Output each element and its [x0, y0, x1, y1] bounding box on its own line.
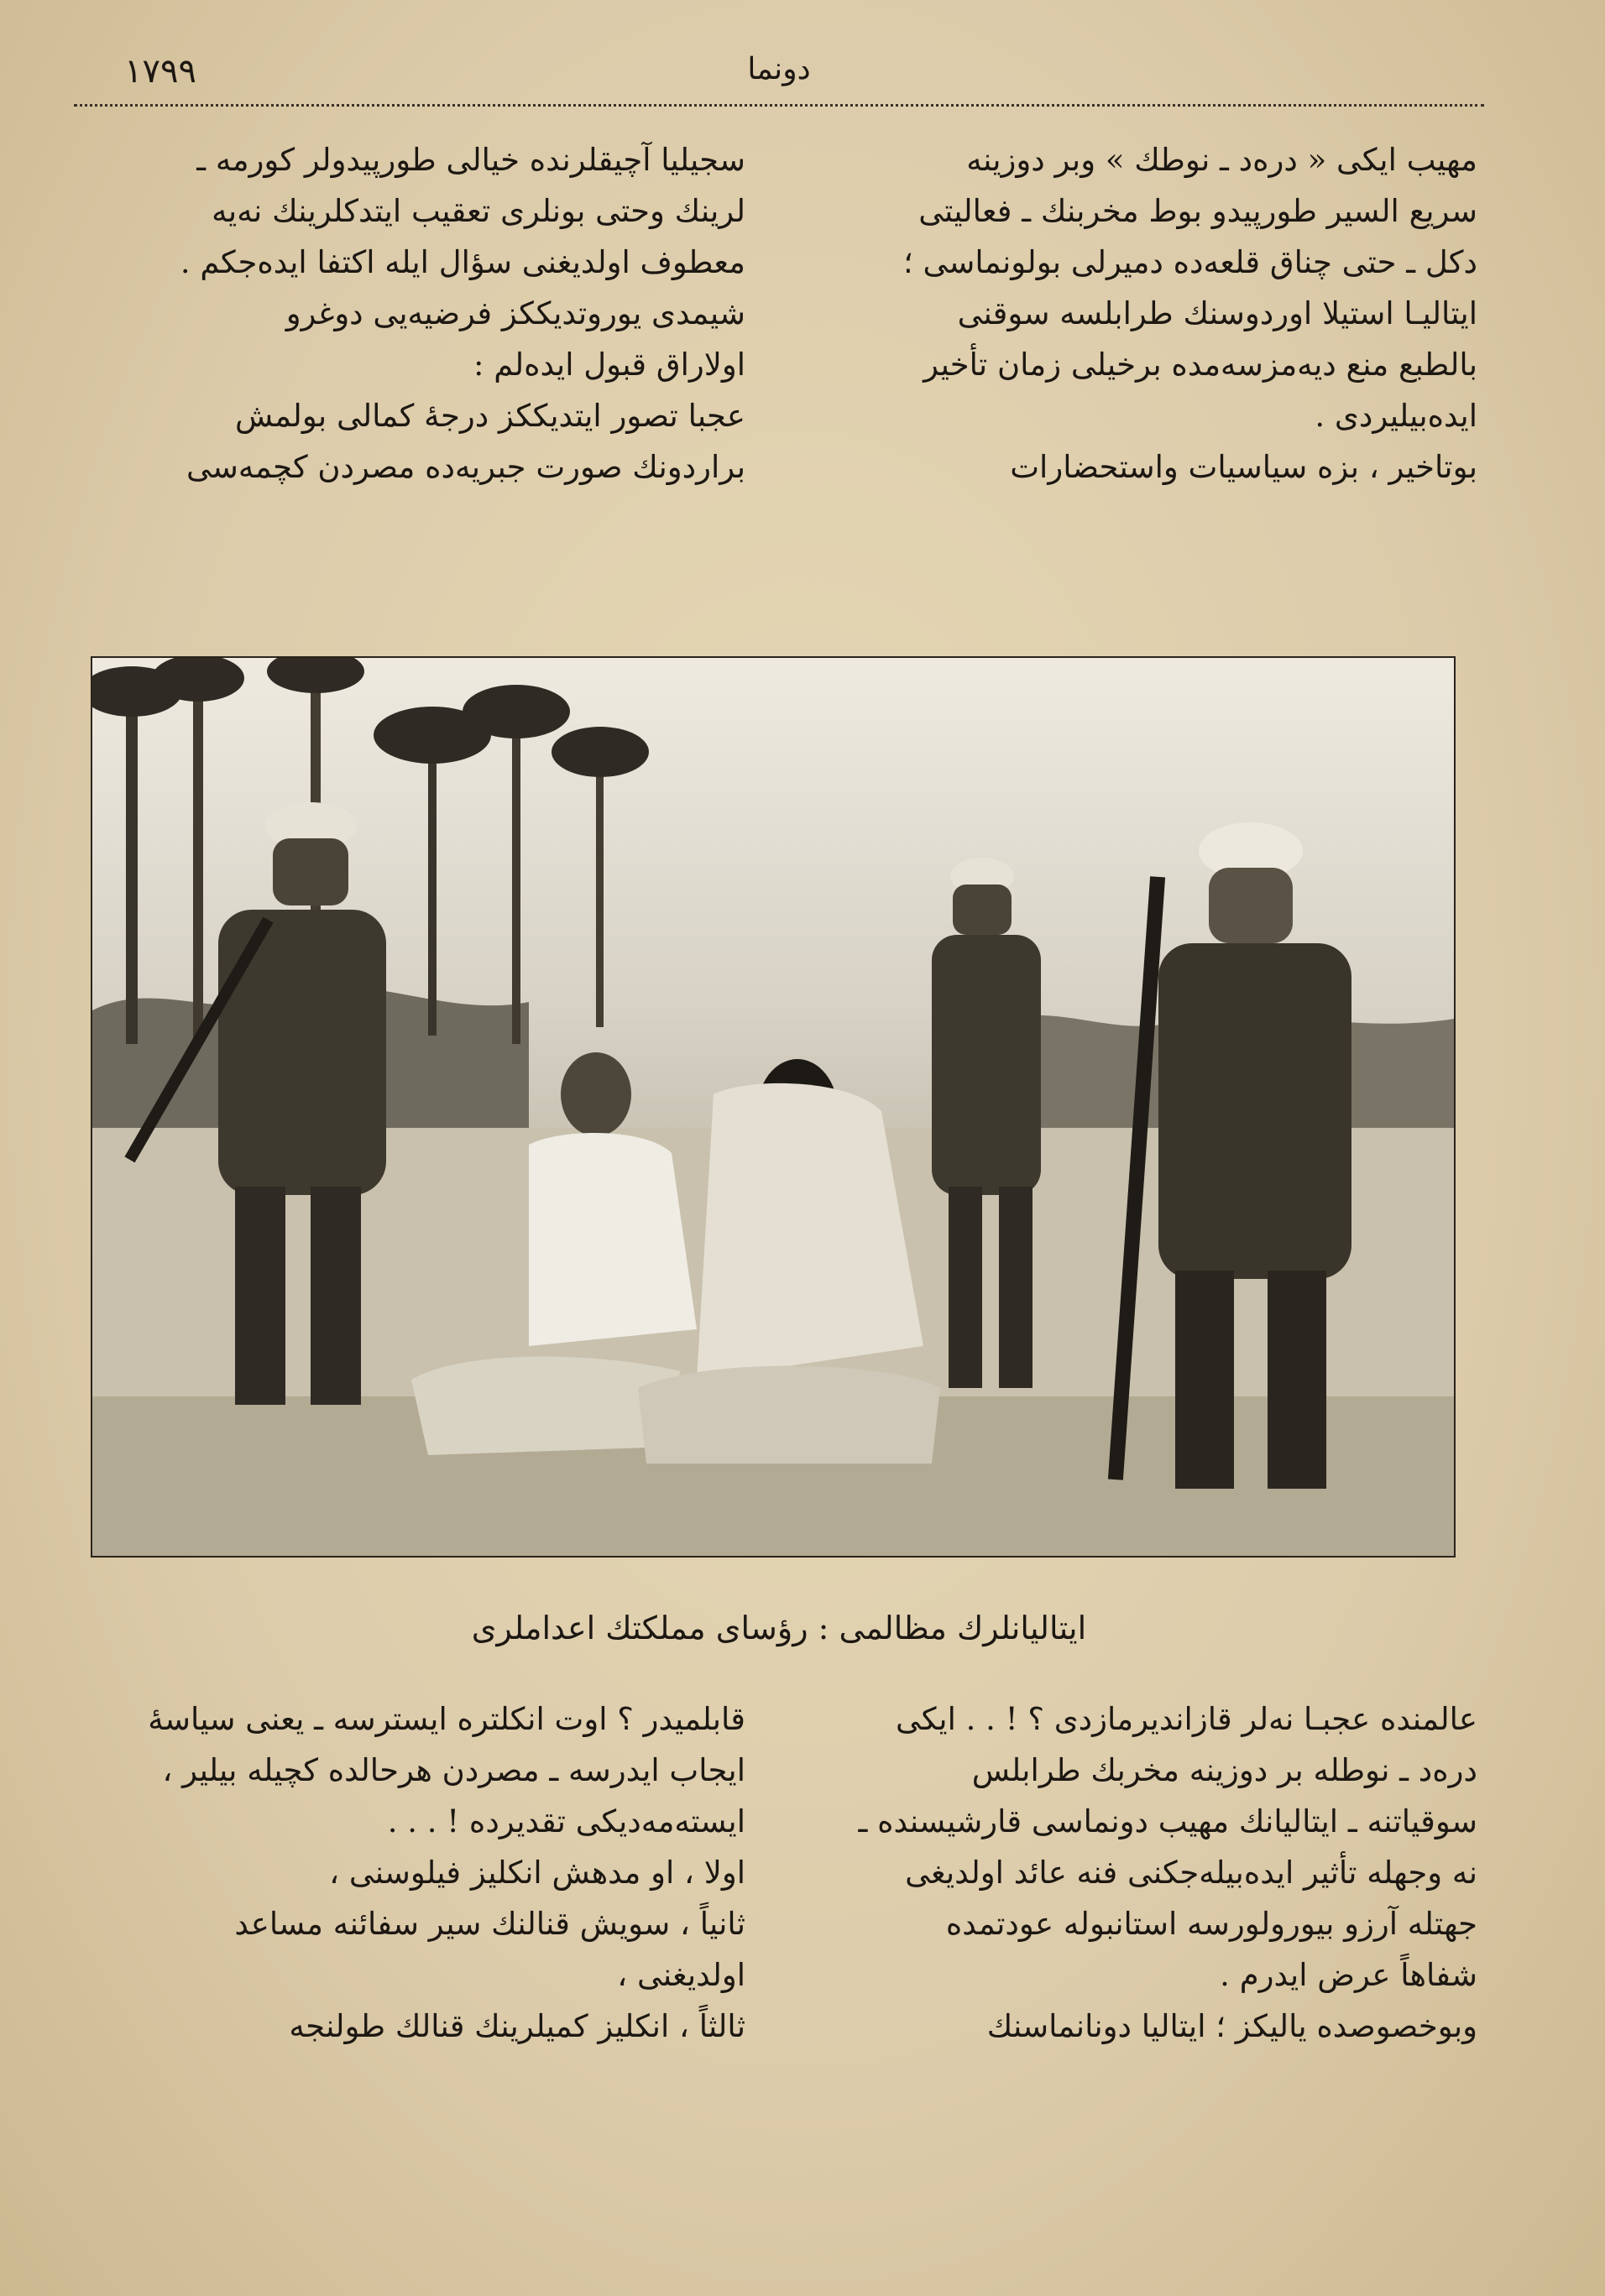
- header-divider: [74, 104, 1484, 107]
- text-line: شيمدى يوروتديككز فرضيه‌يى دوغرو: [285, 295, 745, 331]
- text-line: بالطبع منع ديه‌مزسه‌مده برخيلى زمان تأخير: [923, 347, 1477, 383]
- text-line: لرينك وحتى بونلرى تعقيب ايتدكلرينك نه‌يه: [212, 193, 745, 229]
- text-line: ايتاليـا استيلا اوردوسنك طرابلسه سوقنى: [957, 295, 1477, 331]
- photograph-execution-scene: [91, 656, 1456, 1558]
- text-line: اولا ، او مدهش انكليز فيلوسنى ،: [329, 1855, 745, 1891]
- text-line: اولديغنى ،: [617, 1957, 745, 1993]
- top-left-column: [74, 134, 745, 493]
- text-line: معطوف اولديغنى سؤال ايله اكتفا ايده‌جكم .: [180, 244, 745, 280]
- page-header: [74, 47, 1484, 102]
- photograph-illustration: [92, 658, 1454, 1556]
- text-line: ايسته‌مه‌ديكى تقديرده ! . . .: [387, 1803, 745, 1839]
- top-right-column: [814, 134, 1477, 493]
- text-line: قابلميدر ؟ اوت انكلتره ايسترسه ـ يعنى سياسهٔ: [148, 1701, 745, 1737]
- text-line: ثانياً ، سويش قنالنك سير سفائنه مساعد: [234, 1906, 745, 1942]
- text-line: نه وجهله تأثير ايده‌بيله‌جكنى فنه عائد اولديغى: [905, 1855, 1477, 1891]
- text-line: عالمنده عجبـا نه‌لر قازانديرمازدى ؟ ! . . ايكى: [896, 1701, 1477, 1737]
- text-line: وبوخصوصده ياليكز ؛ ايتاليا دونانماسنك: [986, 2008, 1477, 2044]
- text-line: عجبا تصور ايتديككز درجهٔ كمالى بولمش: [234, 398, 745, 434]
- text-line: سريع السير طورپيدو بوط مخربنك ـ فعاليتى: [918, 193, 1477, 229]
- text-line: ايجاب ايدرسه ـ مصردن هرحالده كچيله بيلير ،: [162, 1752, 745, 1788]
- text-line: سجيليا آچيقلرنده خيالى طورپيدولر كورمه ـ: [196, 142, 745, 178]
- text-line: اولاراق قبول ايده‌لم :: [473, 347, 745, 383]
- journal-title: دونما: [747, 52, 811, 86]
- bottom-right-column: [814, 1693, 1477, 2052]
- text-line: ايده‌بيليردى .: [1315, 398, 1477, 434]
- text-line: ثالثاً ، انكليز كميلرينك قنالك طولنجه: [289, 2008, 745, 2044]
- text-line: بوتاخير ، بزه سياسيات واستحضارات: [1010, 449, 1477, 485]
- bottom-left-column: [74, 1693, 745, 2052]
- text-line: براردونك صورت جبريه‌ده مصردن كچمه‌سى: [186, 449, 745, 485]
- photo-caption: ايتاليانلرك مظالمى : رؤساى مملكتك اعداملرى: [471, 1610, 1087, 1646]
- text-line: شفاهاً عرض ايدرم .: [1220, 1957, 1477, 1993]
- text-line: دكل ـ حتى چناق قلعه‌ده دميرلى بولونماسى ؛: [902, 244, 1477, 280]
- text-line: سوقياتنه ـ ايتاليانك مهيب دونماسى قارشيسنده ـ: [858, 1803, 1477, 1839]
- page-number: ١٧٩٩: [124, 52, 196, 91]
- text-line: مهيب ايكى « دره‌د ـ نوطك » وبر دوزينه: [966, 142, 1477, 178]
- text-line: جهتله آرزو بيورولورسه استانبوله عودتمده: [945, 1906, 1477, 1942]
- text-line: دره‌د ـ نوطله بر دوزينه مخربك طرابلس: [971, 1752, 1477, 1788]
